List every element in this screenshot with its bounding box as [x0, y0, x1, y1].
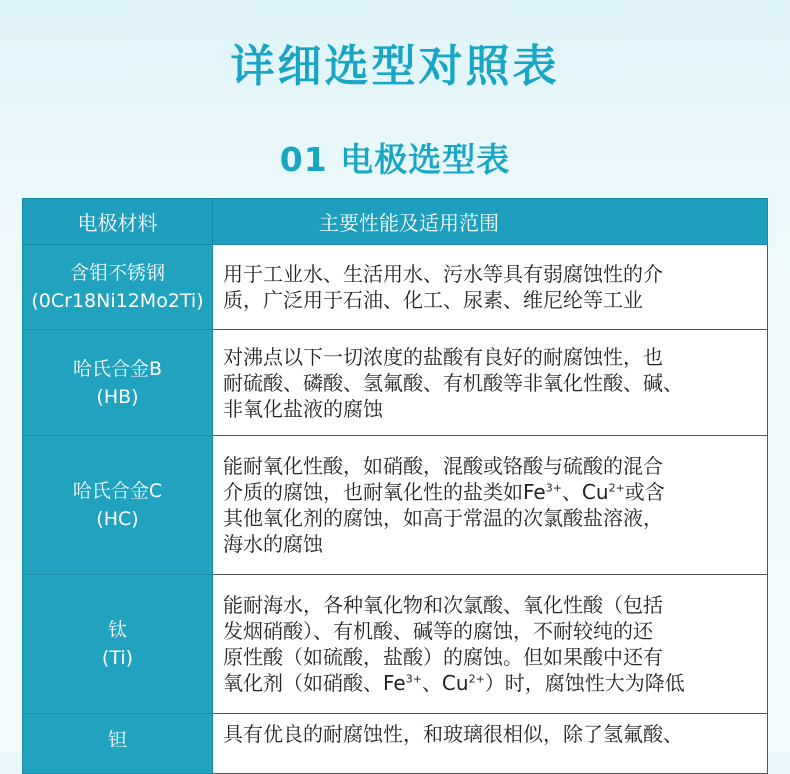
description-text: 、Cu: [561, 480, 609, 504]
table-row: [23, 330, 768, 436]
superscript: 2+: [608, 481, 625, 495]
material-grade: (HC): [96, 508, 139, 530]
description-text: 氧化剂（如硝酸、Fe: [223, 671, 406, 695]
description-line: 能耐氧化性酸，如硝酸，混酸或铬酸与硫酸的混合: [223, 454, 663, 478]
description-line: [223, 670, 761, 696]
description-text: 、Cu: [421, 671, 469, 695]
description-cell: [213, 330, 768, 436]
material-name: 钽: [107, 729, 127, 751]
material-cell: [23, 245, 213, 330]
description-line: 耐硫酸、磷酸、氢氟酸、有机酸等非氧化性酸、碱、: [223, 370, 683, 395]
material-grade: (Ti): [101, 647, 134, 669]
superscript: 2+: [468, 672, 485, 686]
material-name: 含钼不锈钢: [69, 262, 165, 284]
material-name: 哈氏合金B: [72, 357, 163, 380]
material-grade: (0Cr18Ni12Mo2Ti): [31, 290, 204, 312]
table-row: [23, 714, 768, 774]
description-line: 具有优良的耐腐蚀性，和玻璃很相似，除了氢氟酸、: [223, 722, 683, 746]
description-line: 非氧化盐液的腐蚀: [223, 396, 383, 421]
description-line: 发烟硝酸）、有机酸、碱等的腐蚀，不耐较纯的还: [223, 619, 653, 643]
description-line: 能耐海水，各种氧化物和次氯酸、氧化性酸（包括: [223, 593, 663, 617]
description-line: 质，广泛用于石油、化工、尿素、维尼纶等工业: [223, 288, 643, 312]
description-cell: [213, 245, 768, 330]
description-line: 用于工业水、生活用水、污水等具有弱腐蚀性的介: [223, 262, 663, 286]
material-cell: [23, 575, 213, 714]
description-text: ）时，腐蚀性大为降低: [484, 671, 685, 695]
superscript: 3+: [405, 672, 422, 686]
electrode-selection-table: [22, 198, 768, 774]
description-line: 原性酸（如硫酸，盐酸）的腐蚀。但如果酸中还有: [223, 645, 663, 669]
material-name: 钛: [107, 619, 127, 641]
description-cell: [213, 436, 768, 575]
description-line: 对沸点以下一切浓度的盐酸有良好的耐腐蚀性，也: [223, 344, 663, 369]
material-cell: [23, 330, 213, 436]
material-grade: (HB): [96, 385, 139, 408]
table-row: [23, 245, 768, 330]
description-text: 或含: [624, 480, 665, 504]
superscript: 3+: [545, 481, 562, 495]
header-material: 电极材料: [23, 199, 213, 245]
material-cell: [23, 436, 213, 575]
description-cell: [213, 714, 768, 774]
material-name: 哈氏合金C: [72, 480, 163, 502]
description-line: 海水的腐蚀: [223, 532, 323, 556]
table-row: [23, 575, 768, 714]
table-row: [23, 436, 768, 575]
page-title: 详细选型对照表: [230, 41, 560, 92]
material-cell: [23, 714, 213, 774]
description-line: 其他氧化剂的腐蚀，如高于常温的次氯酸盐溶液，: [223, 506, 663, 530]
section-title: 01 电极选型表: [279, 140, 511, 179]
description-line: [223, 479, 761, 505]
table-header-row: [23, 199, 768, 245]
description-cell: [213, 575, 768, 714]
description-text: 介质的腐蚀，也耐氧化性的盐类如Fe: [223, 480, 546, 504]
header-performance: 主要性能及适用范围: [213, 199, 768, 245]
